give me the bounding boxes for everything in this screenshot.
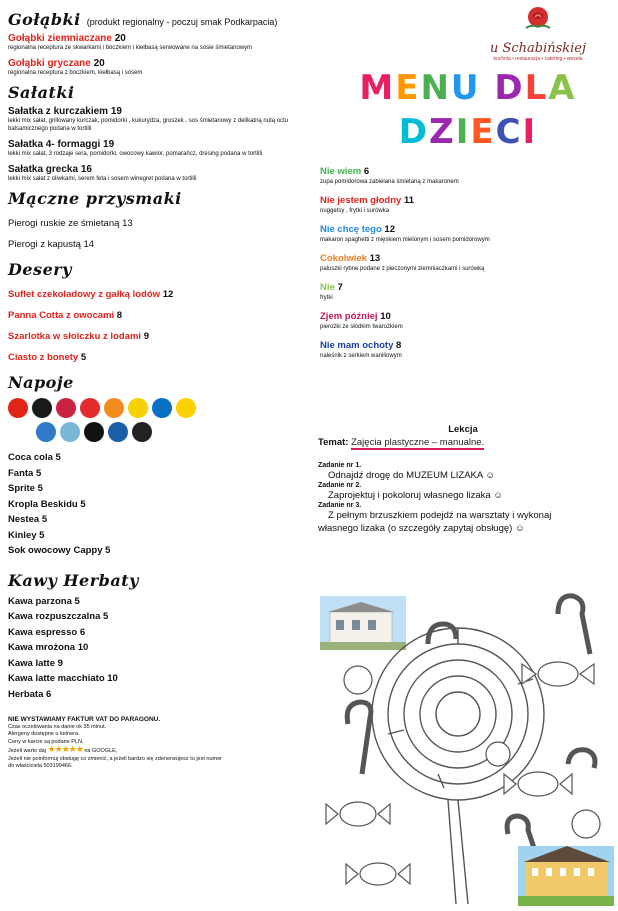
item-price: 5 — [80, 498, 86, 510]
section-title-golabki — [8, 10, 308, 29]
desery-list — [8, 289, 308, 363]
topic-value: Zajęcia plastyczne – manualne. — [351, 437, 485, 448]
rose-logo-icon — [518, 4, 558, 34]
brand-name: u Schabińskiej — [489, 41, 587, 56]
menu-item — [8, 33, 308, 52]
lesson-topic — [318, 437, 608, 448]
drink-logo-icon — [104, 398, 124, 418]
menu-item — [8, 497, 308, 513]
item-name: Zjem później — [320, 311, 378, 322]
item-name: Sałatka 4- formaggi — [8, 139, 101, 150]
item-price: 5 — [35, 467, 42, 479]
item-description: naleśnik z serkiem waniliowym — [320, 353, 402, 359]
lollipop-maze-illustration — [318, 584, 618, 909]
item-description: makaron spaghetti z mięskiem mielonym i sosem pomidorowym — [320, 237, 490, 243]
footer-text: Jeżeli warto daj — [8, 748, 46, 754]
item-name: Nie jestem głodny — [320, 195, 402, 206]
footer-rating-line — [8, 746, 308, 756]
menu-item — [8, 594, 308, 610]
item-price: 8 — [396, 340, 402, 351]
maczne-list — [8, 218, 308, 250]
item-price: 10 — [77, 642, 89, 653]
item-price: 5 — [103, 611, 109, 622]
item-price: 5 — [105, 545, 111, 556]
menu-item — [8, 106, 308, 133]
footer-line: NIE WYSTAWIAMY FAKTUR VAT DO PARAGONU. — [8, 716, 161, 723]
item-price: 6 — [79, 626, 86, 638]
footer-line: Alergeny dostępne u kelnera. — [8, 731, 80, 737]
drink-logo-icon — [132, 422, 152, 442]
item-description: lekki mix sałat, grillowany kurczak, pomidorki , kukurydza, groszek , sos śmietanowy z delikatną nutą octu balsamicznego podana w tortilli — [8, 118, 289, 132]
restaurant-brand — [468, 4, 608, 62]
item-description: regionalna receptura z boczkiem, kiełbasą i sosem — [8, 70, 143, 76]
item-price: 14 — [83, 239, 95, 250]
item-name: Szarlotka w słoiczku z lodami — [8, 331, 142, 342]
item-name: Kawa mrożona — [8, 642, 76, 653]
kids-menu-list — [320, 166, 610, 369]
item-name: Kawa rozpuszczalna — [8, 611, 101, 622]
section-title-text: Gołąbki — [8, 10, 81, 29]
drink-logo-icon — [152, 398, 172, 418]
item-price: 7 — [337, 282, 343, 293]
item-name: Sałatka grecka — [8, 164, 79, 175]
drink-logo-icon — [128, 398, 148, 418]
item-price: 20 — [114, 33, 126, 44]
task-text: własnego lizaka (o szczegóły zapytaj obsługę) ☺ — [318, 523, 525, 534]
section-title-napoje: Napoje — [8, 373, 74, 392]
kids-menu-item — [320, 253, 610, 272]
title-letter: D — [494, 68, 525, 108]
title-letter: N — [420, 68, 451, 108]
item-price: 5 — [55, 452, 61, 463]
title-letter: Z — [429, 112, 456, 152]
item-price: 5 — [37, 483, 43, 494]
item-price: 10 — [380, 311, 391, 322]
menu-item — [8, 310, 308, 321]
item-name: Kinley — [8, 529, 37, 541]
drink-logo-icon — [80, 398, 100, 418]
item-name: Sok owocowy Cappy — [8, 545, 103, 556]
item-description: regionalna receptura ze skwarkami i boczkiem i kiełbasą serwowane na sosie śmietanowym — [8, 45, 253, 51]
item-description: lekki mix sałat z oliwkami, serem feta i sosem winegret podana w tortilli — [8, 176, 197, 182]
item-name: Panna Cotta z owocami — [8, 310, 115, 321]
task-text: Odnajdź drogę do MUZEUM LIZAKA ☺ — [328, 470, 496, 481]
menu-item — [8, 164, 308, 183]
item-description: pierożki ze słodkim twarożkiem — [320, 324, 403, 330]
item-name: Kawa parzona — [8, 595, 72, 607]
task-label: Zadanie nr 1. — [318, 462, 362, 469]
item-name: Pierogi ruskie ze śmietaną — [8, 218, 120, 229]
menu-item — [8, 609, 308, 625]
title-line — [348, 110, 588, 154]
menu-item — [8, 58, 308, 77]
title-letter: L — [524, 68, 549, 108]
menu-item — [8, 352, 308, 363]
napoje-list — [8, 450, 308, 559]
item-description: zupa pomidorowa zabielana śmietaną z makaronem — [320, 179, 459, 185]
lesson-title: Lekcja — [448, 424, 478, 435]
item-price: 19 — [110, 106, 122, 117]
menu-item — [8, 289, 308, 300]
item-price: 12 — [162, 289, 174, 300]
menu-item — [8, 512, 308, 528]
title-letter: M — [359, 68, 396, 108]
footer-line: Jeżeli nie poinformuj obsługę co zmienić, a jeżeli bardzo się zdenerwujesz tu jest numer — [8, 755, 222, 762]
drink-logo-icon — [36, 422, 56, 442]
item-price: 19 — [103, 139, 115, 150]
item-price: 6 — [363, 166, 370, 177]
item-name: Nie wiem — [320, 166, 362, 177]
brand-tagline: kuchnia • restauracja • catering • wesela — [493, 56, 583, 62]
item-name: Gołąbki gryczane — [8, 58, 91, 69]
drink-logo-icon — [108, 422, 128, 442]
menu-item — [8, 239, 308, 250]
item-name: Kropla Beskidu — [8, 498, 78, 510]
item-name: Suflet czekoladowy z gałką lodów — [8, 289, 161, 300]
item-name: Nestea — [8, 514, 40, 525]
menu-item — [8, 656, 308, 672]
menu-item — [8, 218, 308, 229]
kids-menu-item — [320, 195, 610, 214]
title-letter: D — [398, 112, 430, 152]
item-price: 11 — [403, 195, 414, 206]
item-price: 6 — [46, 688, 52, 700]
title-letter: I — [455, 112, 471, 152]
item-price: 10 — [107, 673, 118, 684]
task-label: Zadanie nr 2. — [318, 482, 362, 489]
title-letter: E — [470, 112, 496, 152]
menu-item — [8, 687, 308, 703]
drink-logo-icon — [56, 398, 76, 418]
section-title-kawy: Kawy Herbaty — [8, 570, 139, 590]
title-line — [348, 66, 588, 110]
section-subtitle: (produkt regionalny - poczuj smak Podkarpacia) — [86, 17, 278, 27]
left-menu-column — [8, 4, 308, 771]
task-label: Zadanie nr 3. — [318, 502, 362, 509]
footer-line: Czas oczekiwania na danie ok 35 minut. — [8, 723, 107, 730]
menu-item — [8, 139, 308, 158]
footer-notes — [8, 716, 308, 771]
item-price: 13 — [122, 218, 133, 229]
item-description: frytki — [320, 295, 333, 301]
menu-item — [8, 543, 308, 559]
item-price: 9 — [57, 657, 63, 669]
item-price: 8 — [116, 310, 123, 321]
salatki-list — [8, 106, 308, 183]
menu-item — [8, 331, 308, 342]
item-name: Nie — [320, 282, 335, 293]
title-letter: E — [395, 68, 421, 108]
item-price: 12 — [384, 224, 395, 235]
section-title-desery: Desery — [8, 260, 72, 279]
item-name: Herbata — [8, 688, 44, 700]
item-name: Sprite — [8, 483, 35, 494]
kids-menu-title — [348, 66, 588, 154]
golabki-list — [8, 33, 308, 77]
lesson-block — [318, 424, 608, 535]
kawy-list — [8, 594, 308, 703]
menu-item — [8, 481, 308, 497]
menu-item — [8, 466, 308, 482]
kids-menu-item — [320, 224, 610, 243]
item-price: 5 — [74, 595, 80, 607]
kids-menu-item — [320, 311, 610, 330]
item-name: Sałatka z kurczakiem — [8, 106, 109, 117]
kids-menu-item — [320, 282, 610, 301]
item-description: paluszki rybne podane z pieczonymi ziemniaczkami i surówką — [320, 266, 485, 272]
item-price: 13 — [369, 253, 381, 264]
title-letter: U — [450, 68, 481, 108]
item-name: Fanta — [8, 467, 34, 479]
footer-line: Ceny w karcie są podane PLN. — [8, 738, 84, 745]
hotel-photo-icon — [518, 846, 614, 906]
kids-menu-item — [320, 166, 610, 185]
drink-logo-icon — [8, 398, 28, 418]
title-letter — [481, 68, 495, 108]
title-letter: C — [495, 112, 523, 152]
item-price: 5 — [80, 352, 87, 363]
item-description: nuggetsy , frytki i surówka — [320, 208, 390, 214]
footer-text: na GOOGLE, — [84, 748, 118, 754]
item-name: Ciasto z bonety — [8, 352, 79, 363]
task-text: Zaprojektuj i pokoloruj własnego lizaka ☺ — [328, 490, 503, 501]
drink-logo-icon — [84, 422, 104, 442]
item-price: 20 — [93, 58, 105, 69]
section-title-salatki: Sałatki — [8, 83, 75, 102]
drink-logo-icon — [32, 398, 52, 418]
drink-logo-icon — [176, 398, 196, 418]
rating-stars-icon: ★★★★★ — [47, 744, 83, 754]
menu-item — [8, 625, 308, 641]
menu-item — [8, 671, 308, 687]
title-letter: I — [522, 112, 538, 152]
menu-item — [8, 450, 308, 466]
section-title-maczne: Mączne przysmaki — [8, 189, 182, 208]
museum-photo-icon — [320, 596, 406, 650]
item-name: Coca cola — [8, 452, 53, 463]
footer-line: do właściciela 503199466. — [8, 763, 73, 769]
right-kids-column — [318, 0, 618, 911]
title-letter: A — [548, 68, 577, 108]
item-name: Cokolwiek — [320, 253, 367, 264]
item-description: lekki mix sałat, 3 rodzaje sera, pomidorki, owocowy kawior, pomarańcz, dresing podana w tortilli — [8, 151, 263, 157]
item-price: 9 — [143, 331, 149, 342]
item-name: Nie chcę tego — [320, 224, 382, 235]
item-name: Kawa latte — [8, 657, 55, 669]
menu-item — [8, 528, 308, 544]
item-name: Kawa latte macchiato — [8, 673, 105, 684]
topic-label: Temat: — [318, 437, 349, 448]
task-text: Z pełnym brzuszkiem podejdź na warsztaty i wykonaj — [328, 510, 552, 521]
item-name: Nie mam ochoty — [320, 340, 394, 351]
item-price: 5 — [41, 514, 48, 525]
drink-logo-icon — [60, 422, 80, 442]
item-name: Kawa espresso — [8, 626, 78, 638]
kids-menu-item — [320, 340, 610, 359]
item-name: Gołąbki ziemniaczane — [8, 33, 112, 44]
menu-item — [8, 640, 308, 656]
item-price: 16 — [80, 164, 92, 175]
drink-brand-logos — [8, 398, 208, 442]
item-name: Pierogi z kapustą — [8, 239, 81, 250]
item-price: 5 — [39, 529, 45, 541]
